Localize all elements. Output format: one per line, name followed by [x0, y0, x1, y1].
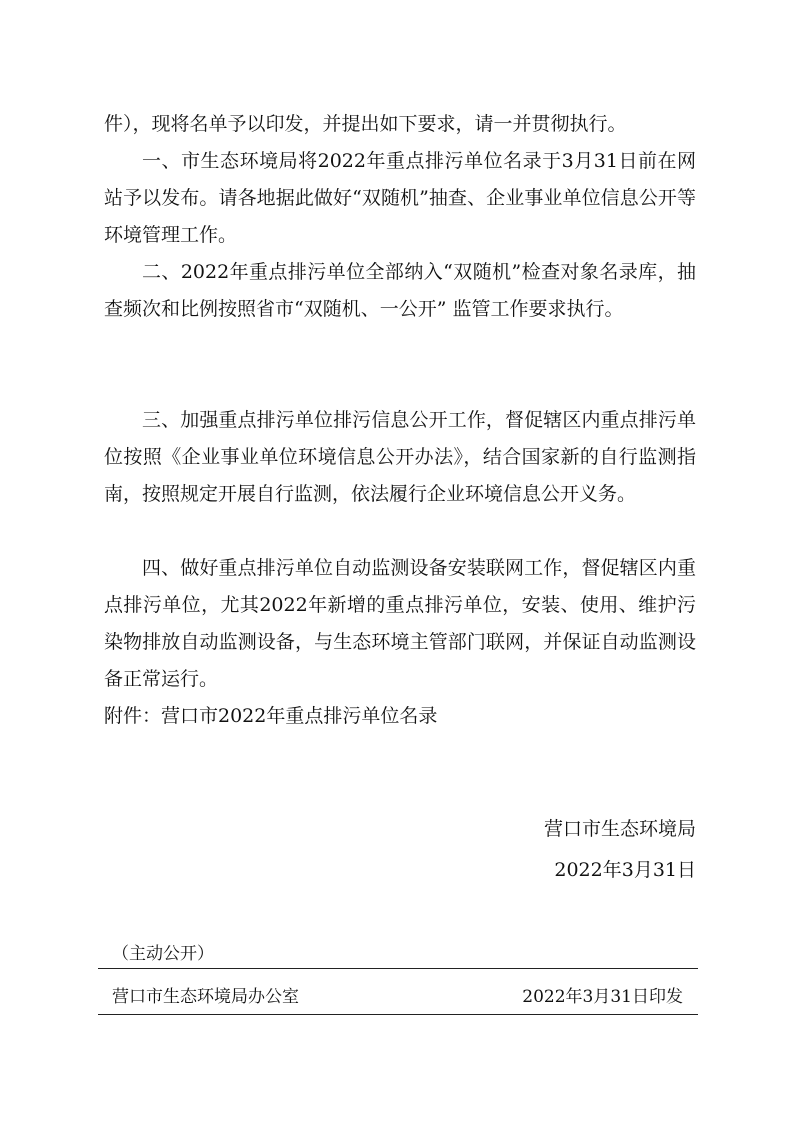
- footer-office: 营口市生态环境局办公室: [112, 987, 299, 1007]
- continuation-paragraph: 件），现将名单予以印发，并提出如下要求，请一并贯彻执行。: [104, 113, 627, 135]
- disclosure-label: （主动公开）: [112, 944, 214, 964]
- requirement-two-paragraph: 二、2022年重点排污单位全部纳入“双随机”检查对象名录库，抽查频次和比例按照省市“双随机、一公开” 监管工作要求执行。: [104, 261, 696, 320]
- footer-top-rule: [98, 968, 698, 969]
- requirement-one-paragraph: 一、市生态环境局将2022年重点排污单位名录于3月31日前在网站予以发布。请各地据此做好“双随机”抽查、企业事业单位信息公开等环境管理工作。: [104, 150, 696, 246]
- issue-date: 2022年3月31日: [554, 859, 696, 881]
- footer-issue-date: 2022年3月31日印发: [522, 987, 683, 1007]
- attachment-line: 附件：营口市2022年重点排污单位名录: [104, 705, 438, 727]
- issuer-name: 营口市生态环境局: [543, 818, 696, 840]
- footer-bottom-rule: [98, 1014, 698, 1015]
- requirement-four-paragraph: 四、做好重点排污单位自动监测设备安装联网工作，督促辖区内重点排污单位，尤其2022年新增的重点排污单位，安装、使用、维护污染物排放自动监测设备，与生态环境主管部门联网，并保证自动监测设备正常运行。: [104, 557, 696, 690]
- requirement-three-paragraph: 三、加强重点排污单位排污信息公开工作，督促辖区内重点排污单位按照《企业事业单位环境信息公开办法》，结合国家新的自行监测指南，按照规定开展自行监测，依法履行企业环境信息公开义务。: [104, 409, 696, 505]
